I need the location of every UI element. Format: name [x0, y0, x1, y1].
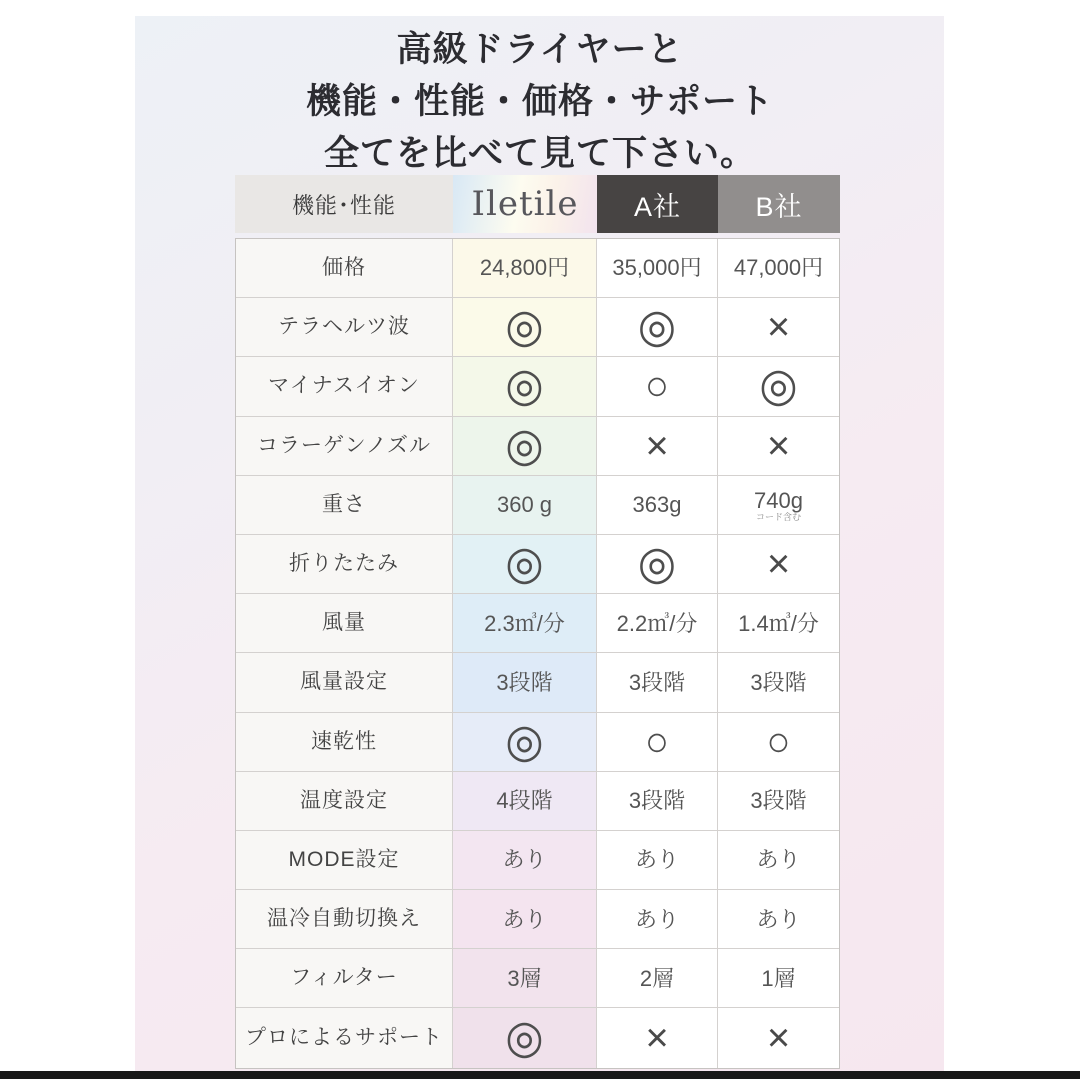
cell-company-b — [718, 653, 839, 711]
row-label: テラヘルツ波 — [236, 298, 453, 356]
cell-company-b — [718, 476, 839, 534]
table-row — [236, 594, 839, 653]
cell-company-a — [597, 476, 718, 534]
title-line-1: 高級ドライヤーと — [396, 29, 684, 70]
cell-company-b — [718, 298, 839, 356]
row-label: 風量設定 — [236, 653, 453, 711]
dcircle-icon: ◎ — [505, 537, 544, 590]
cross-icon: × — [766, 1016, 791, 1061]
cell-value: 2.3㎥/分 — [484, 610, 565, 636]
cell-value: 3段階 — [628, 788, 686, 814]
cell-company-b — [718, 417, 839, 475]
cell-company-b — [718, 1008, 839, 1067]
row-label: プロによるサポート — [236, 1008, 453, 1067]
row-label: フィルター — [236, 949, 453, 1007]
cell-iletile — [453, 417, 597, 475]
cross-icon: × — [766, 542, 791, 587]
cell-company-b — [718, 239, 839, 297]
cell-company-a — [597, 357, 718, 415]
row-label: マイナスイオン — [236, 357, 453, 415]
cell-value: あり — [756, 847, 801, 873]
cell-value: 24,800円 — [479, 255, 570, 281]
table-row — [236, 476, 839, 535]
cell-company-b — [718, 535, 839, 593]
cell-value: 3段階 — [750, 788, 807, 814]
cell-iletile — [453, 535, 597, 593]
cell-iletile — [453, 831, 597, 889]
table-row — [236, 949, 839, 1008]
cell-value: あり — [756, 906, 801, 932]
cell-company-b — [718, 772, 839, 830]
dcircle-icon: ◎ — [637, 537, 677, 590]
table-row — [236, 890, 839, 949]
cell-note: コード含む — [755, 511, 801, 522]
table-row — [236, 653, 839, 712]
cell-company-a — [597, 890, 718, 948]
main-title — [0, 24, 1080, 180]
table-row — [236, 1008, 839, 1067]
dcircle-icon: ◎ — [637, 301, 677, 353]
cell-company-a — [597, 713, 718, 771]
table-row — [236, 239, 839, 298]
cell-value: 35,000円 — [612, 255, 702, 281]
row-label: コラーゲンノズル — [236, 417, 453, 475]
cell-iletile — [453, 890, 597, 948]
table-row — [236, 772, 839, 831]
dcircle-icon: ◎ — [505, 301, 544, 353]
cell-company-a — [597, 298, 718, 356]
table-row — [236, 417, 839, 476]
title-line-2: 機能・性能・価格・サポート — [305, 81, 774, 122]
cell-company-b — [718, 831, 839, 889]
cell-company-a — [597, 535, 718, 593]
circle-icon: ○ — [644, 718, 670, 765]
header-company-a: A社 — [597, 175, 718, 233]
cell-value: 360 g — [496, 492, 553, 518]
row-label: 重さ — [236, 476, 453, 534]
title-line-3: 全てを比べて見て下さい。 — [323, 133, 756, 174]
header-feature-label: 機能･性能 — [235, 175, 453, 233]
table-header — [235, 175, 840, 233]
cell-company-a — [597, 949, 718, 1007]
dcircle-icon: ◎ — [505, 419, 544, 471]
cell-company-a — [597, 417, 718, 475]
cell-company-a — [597, 772, 718, 830]
bottom-bar — [0, 1071, 1080, 1079]
row-label: 価格 — [236, 239, 453, 297]
dcircle-icon: ◎ — [759, 360, 798, 412]
cell-company-a — [597, 831, 718, 889]
cell-company-a — [597, 594, 718, 652]
table-row — [236, 298, 839, 357]
cell-company-a — [597, 1008, 718, 1067]
cell-company-b — [718, 949, 839, 1007]
circle-icon: ○ — [644, 363, 670, 410]
cell-iletile — [453, 298, 597, 356]
row-label: 折りたたみ — [236, 535, 453, 593]
cell-value: 1層 — [761, 965, 796, 991]
cell-value: 740g — [754, 487, 803, 513]
table-body — [235, 238, 840, 1069]
cross-icon: × — [645, 423, 669, 468]
cell-iletile — [453, 653, 597, 711]
cell-company-b — [718, 594, 839, 652]
dcircle-icon: ◎ — [505, 715, 544, 767]
table-row — [236, 713, 839, 772]
cell-value: 363g — [632, 492, 682, 518]
header-product-iletile: Iletile — [453, 175, 597, 233]
cell-iletile — [453, 594, 597, 652]
cell-value: 1.4㎥/分 — [738, 610, 819, 636]
cell-company-b — [718, 357, 839, 415]
cell-value: あり — [634, 847, 679, 873]
cell-iletile — [453, 713, 597, 771]
cell-iletile — [453, 239, 597, 297]
cell-iletile — [453, 1008, 597, 1067]
cell-value: 3段階 — [628, 669, 686, 695]
cell-value: 3段階 — [496, 669, 553, 695]
cross-icon: × — [766, 305, 791, 350]
cell-value: 2.2㎥/分 — [616, 610, 698, 636]
cell-company-b — [718, 890, 839, 948]
cell-iletile — [453, 772, 597, 830]
table-row — [236, 831, 839, 890]
cell-value: 2層 — [639, 965, 675, 991]
row-label: 温冷自動切換え — [236, 890, 453, 948]
comparison-table — [235, 175, 840, 1069]
cross-icon: × — [766, 423, 791, 468]
table-row — [236, 357, 839, 416]
row-label: MODE設定 — [236, 831, 453, 889]
cell-value: あり — [634, 906, 679, 932]
cross-icon: × — [645, 1016, 669, 1061]
cell-iletile — [453, 476, 597, 534]
cell-value: あり — [502, 847, 547, 873]
dcircle-icon: ◎ — [505, 1011, 544, 1064]
circle-icon: ○ — [766, 718, 791, 765]
dcircle-icon: ◎ — [505, 360, 544, 412]
cell-company-b — [718, 713, 839, 771]
cell-value: あり — [502, 906, 547, 932]
cell-iletile — [453, 949, 597, 1007]
cell-iletile — [453, 357, 597, 415]
cell-value: 4段階 — [496, 788, 553, 814]
row-label: 温度設定 — [236, 772, 453, 830]
cell-value: 3層 — [507, 965, 542, 991]
row-label: 風量 — [236, 594, 453, 652]
row-label: 速乾性 — [236, 713, 453, 771]
table-row — [236, 535, 839, 594]
cell-value: 47,000円 — [733, 255, 824, 281]
header-company-b: B社 — [718, 175, 840, 233]
cell-company-a — [597, 239, 718, 297]
cell-company-a — [597, 653, 718, 711]
cell-value: 3段階 — [750, 669, 807, 695]
